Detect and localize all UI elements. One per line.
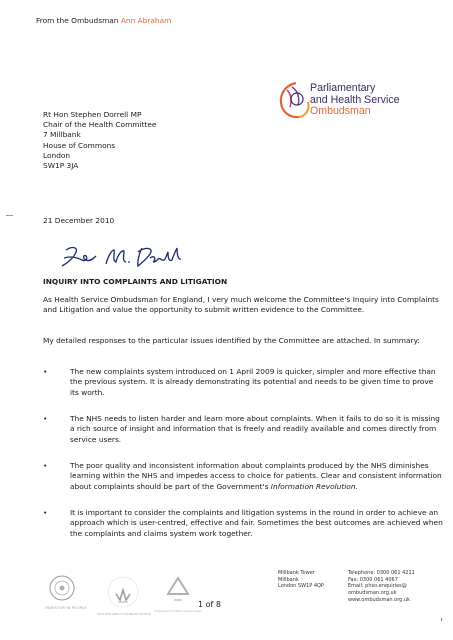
logo-line-3: Ombudsman	[310, 105, 371, 117]
footer-fax: Fax: 0300 061 4067	[348, 576, 398, 583]
recycle-badge-label: Produced from 100% recycled paper	[154, 610, 202, 613]
information-revolution-title: Information Revolution	[270, 481, 356, 491]
recipient-address	[43, 110, 156, 171]
fold-mark	[6, 215, 13, 216]
footer-email-domain: ombudsman.org.uk	[348, 590, 397, 597]
footer-email-label: Email:	[348, 583, 366, 590]
footer-email	[348, 583, 415, 590]
positive-badge-label: POSITIVE ABOUT DISABLED PEOPLE	[97, 612, 151, 616]
address-line: London	[43, 150, 71, 160]
investors-in-people-badge	[36, 570, 88, 618]
address-line: SW1P 3JA	[43, 161, 79, 171]
sender-prefix: From the Ombudsman	[36, 16, 119, 25]
intro-paragraph: As Health Service Ombudsman for England, I very much welcome the Committee's Inquiry into Complaints and Litigation and value the opportunity to submit written evidence to the Committee.	[43, 295, 439, 315]
sender-line	[36, 16, 171, 25]
investors-badge-label: INVESTOR IN PEOPLE	[45, 606, 87, 610]
list-item-text: The new complaints system introduced on 1 April 2009 is quicker, simpler and more effective than the previous system. It is already demonstrating its potential and needs to be given time to prove its worth.	[70, 367, 436, 397]
address-line: Rt Hon Stephen Dorrell MP	[43, 110, 142, 119]
footer-address	[278, 570, 324, 590]
handwritten-salutation	[58, 242, 188, 274]
footer-address-line: Millbank Tower	[278, 570, 315, 576]
sender-name: Ann Abraham	[120, 16, 172, 25]
ombudsman-logo-icon	[278, 81, 312, 121]
footer-website: www.ombudsman.org.uk	[348, 596, 410, 603]
list-item-text-part: The poor quality and inconsistent information about complaints produced by the NHS diminishes learning within the NHS and impedes access to choice for patients. Clear and consistent information about complaints should be part of the Government's	[70, 461, 442, 491]
logo-line-1: Parliamentary	[310, 82, 376, 94]
footer-address-line: Millbank	[278, 576, 299, 583]
footer-address-line: London SW1P 4QP	[278, 583, 324, 590]
address-line: Chair of the Health Committee	[43, 120, 157, 130]
bullet-marker: •	[43, 367, 48, 376]
recycle-icon	[160, 574, 196, 612]
list-item-text-part: .	[355, 481, 358, 491]
list-item-text: The NHS needs to listen harder and learn more about complaints. When it fails to do so it is missing a rich source of insight and information that is freely and readily available and comes directly from service users.	[70, 414, 440, 444]
address-line: 7 Millbank	[43, 130, 81, 140]
list-item-text	[70, 461, 443, 492]
footer-telephone: Telephone: 0300 061 4211	[348, 570, 415, 576]
address-line: House of Commons	[43, 140, 116, 150]
bullet-marker: •	[43, 461, 48, 470]
edge-mark	[441, 618, 442, 621]
letter-heading: INQUIRY INTO COMPLAINTS AND LITIGATION	[43, 277, 228, 286]
footer-contact	[348, 570, 415, 604]
positive-about-disabled-people-badge	[98, 570, 148, 616]
footer-badges	[36, 570, 236, 620]
footer-email-address-part: phso.enquiries@	[365, 583, 407, 590]
bullet-marker: •	[43, 414, 48, 423]
bullet-marker: •	[43, 508, 48, 517]
page-number: 1 of 8	[198, 600, 221, 609]
logo-line-2: and Health Service	[310, 93, 400, 106]
letter-date: 21 December 2010	[43, 216, 115, 225]
list-item-text: It is important to consider the complaints and litigation systems in the round in order to achieve an approach which is user-centred, effective and fair. Sometimes the best outcomes are achieved when the complaints and claims system work together.	[70, 508, 443, 538]
ombudsman-logo	[278, 81, 428, 141]
summary-paragraph: My detailed responses to the particular issues identified by the Committee are attached. In summary:	[43, 336, 420, 345]
